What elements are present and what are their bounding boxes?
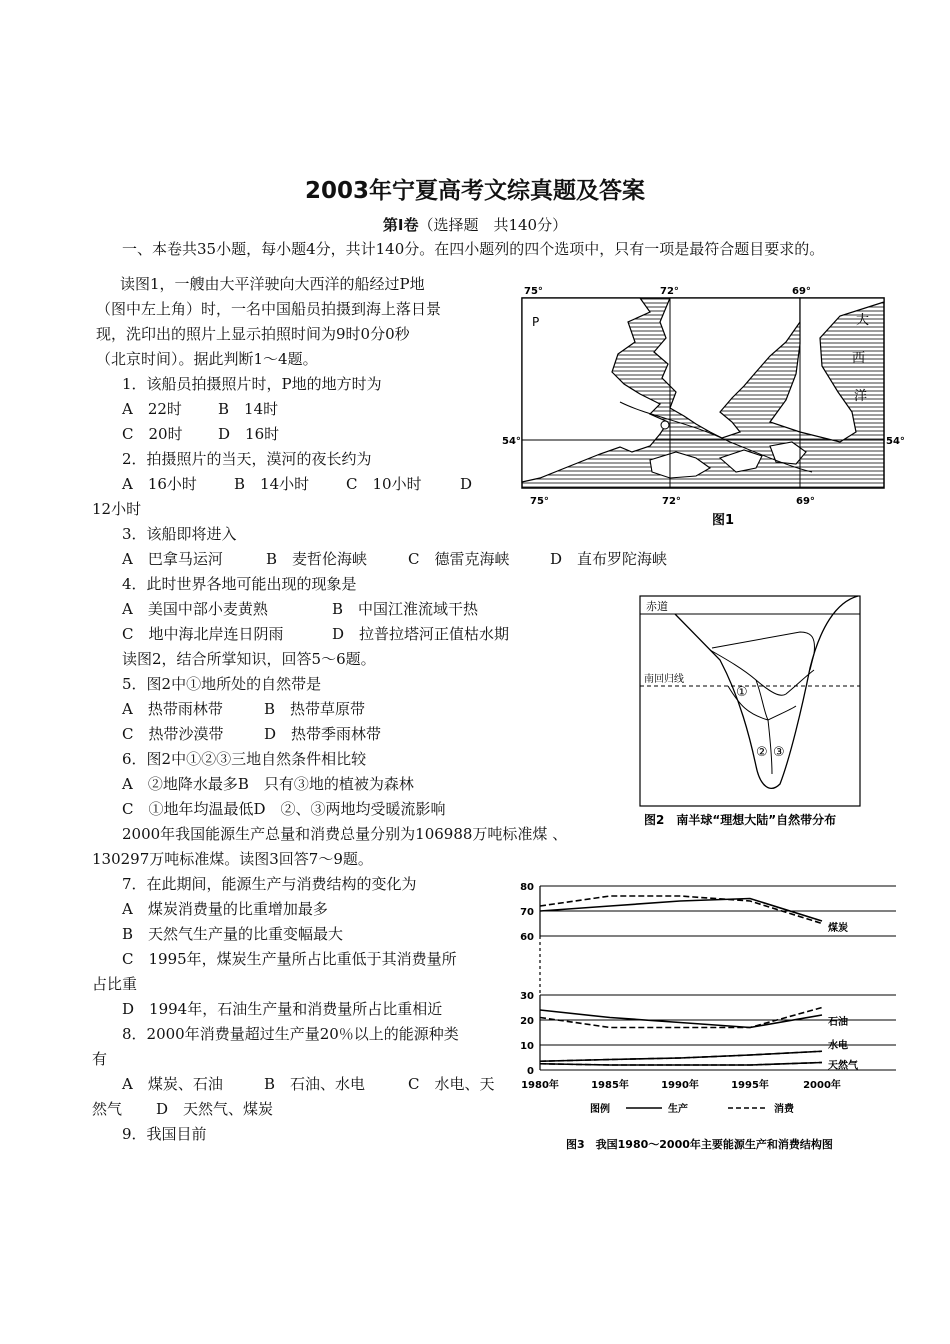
ocean-label-char: 西 <box>852 351 866 366</box>
q5-option-a: A 热带雨林带 <box>122 700 223 718</box>
q5-option-c: C 热带沙漠带 <box>122 725 224 743</box>
intro1-line: 现，洗印出的照片上显示拍照时间为9时0分0秒 <box>96 325 410 343</box>
q3-option-b: B 麦哲伦海峡 <box>266 550 368 568</box>
question-1-stem: 1．该船员拍摄照片时，P地的地方时为 <box>122 375 382 393</box>
y-tick-label: 0 <box>527 1066 534 1077</box>
question-6-stem: 6．图2中①②③三地自然条件相比较 <box>122 750 367 768</box>
q1-option-c: C 20时 <box>122 425 183 443</box>
q1-option-b: B 14时 <box>218 400 279 418</box>
series-label: 煤炭 <box>828 923 848 934</box>
series-production-line <box>540 899 822 922</box>
series-consumption-line <box>540 896 822 924</box>
intro1-line: 读图1，一艘由大平洋驶向大西洋的船经过P地 <box>120 275 425 293</box>
x-tick-label: 1980年 <box>521 1080 559 1091</box>
y-tick-label: 20 <box>520 1016 534 1027</box>
y-tick-label: 60 <box>520 932 534 943</box>
figure-2-frame <box>640 596 860 806</box>
part-heading <box>0 214 950 235</box>
q2-option-c: C 10小时 <box>346 475 422 493</box>
question-8-stem-cont: 有 <box>92 1050 108 1068</box>
q7-option-d: D 1994年，石油生产量和消费量所占比重相近 <box>122 1000 443 1018</box>
y-tick-label: 10 <box>520 1041 534 1052</box>
q2-option-b: B 14小时 <box>234 475 310 493</box>
series-production-line <box>540 1010 822 1028</box>
map-top-label: 72° <box>660 286 679 297</box>
q2-option-d-cont: 12小时 <box>92 500 142 518</box>
legend-production: 生产 <box>668 1104 688 1115</box>
figure-2-ideal-continent <box>630 588 880 830</box>
question-3-stem: 3．该船即将进入 <box>122 525 237 543</box>
q1-option-a: A 22时 <box>122 400 182 418</box>
q8-option-c: C 水电、天 <box>408 1075 495 1093</box>
y-tick-label: 80 <box>520 882 534 893</box>
zone-mark-1: ① <box>736 685 748 700</box>
zone-boundary <box>712 632 814 670</box>
part-note: （选择题 共140分） <box>418 216 568 234</box>
figure-3-caption: 图3 我国1980～2000年主要能源生产和消费结构图 <box>566 1138 833 1151</box>
zone-mark-2: ② <box>756 745 768 760</box>
intro2: 读图2，结合所掌知识，回答5～6题。 <box>122 650 376 668</box>
figure-1-map <box>500 282 910 532</box>
intro1-line: （北京时间）。据此判断1～4题。 <box>96 350 318 368</box>
y-tick-label: 70 <box>520 907 534 918</box>
instruction: 一、本卷共35小题，每小题4分，共计140分。在四小题列的四个选项中，只有一项是最符合题目要求的。 <box>122 240 825 258</box>
q8-option-d: D 天然气、煤炭 <box>156 1100 274 1118</box>
q2-option-a: A 16小时 <box>122 475 197 493</box>
map-right-label: 54° <box>886 436 905 447</box>
figure-3-chart <box>510 874 900 1156</box>
q8-option-b: B 石油、水电 <box>264 1075 366 1093</box>
question-4-stem: 4．此时世界各地可能出现的现象是 <box>122 575 357 593</box>
legend-consumption: 消费 <box>774 1104 794 1115</box>
question-2-stem: 2．拍摄照片的当天，漠河的夜长约为 <box>122 450 372 468</box>
point-p-label: P <box>532 315 540 329</box>
page-title: 2003年宁夏高考文综真题及答案 <box>304 178 645 204</box>
tropic-label: 南回归线 <box>644 674 684 685</box>
q5-option-d: D 热带季雨林带 <box>264 725 382 743</box>
question-7-stem: 7．在此期间，能源生产与消费结构的变化为 <box>122 875 417 893</box>
ocean-label-char: 大 <box>856 313 870 328</box>
q4-option-b: B 中国江淮流域干热 <box>332 600 479 618</box>
intro3-line2: 130297万吨标准煤。读图3回答7～9题。 <box>92 850 373 868</box>
part-label: 第Ⅰ卷 <box>382 216 419 234</box>
map-top-label: 69° <box>792 286 811 297</box>
zone-mark-3: ③ <box>773 745 785 760</box>
zone-boundary <box>768 720 772 774</box>
q7-option-c: C 1995年，煤炭生产量所占比重低于其消费量所 <box>122 950 457 968</box>
lake <box>661 421 669 429</box>
q4-option-c: C 地中海北岸连日阴雨 <box>122 625 284 643</box>
y-tick-label: 30 <box>520 991 534 1002</box>
figure-1-caption: 图1 <box>712 513 735 528</box>
q8-option-c-cont: 然气 <box>92 1100 123 1118</box>
series-label: 水电 <box>828 1040 848 1052</box>
q1-option-d: D 16时 <box>218 425 280 443</box>
x-tick-label: 1995年 <box>731 1080 769 1091</box>
series-label: 石油 <box>828 1017 848 1028</box>
question-9-stem: 9．我国目前 <box>122 1125 207 1143</box>
q2-option-d: D <box>460 475 473 493</box>
series-label: 天然气 <box>828 1060 858 1072</box>
q7-option-a: A 煤炭消费量的比重增加最多 <box>122 900 328 918</box>
q4-option-d: D 拉普拉塔河正值枯水期 <box>332 625 510 643</box>
map-bottom-label: 75° <box>530 496 549 507</box>
intro1-line: （图中左上角）时，一名中国船员拍摄到海上落日景 <box>96 300 442 318</box>
q3-option-c: C 德雷克海峡 <box>408 550 510 568</box>
x-tick-label: 1985年 <box>591 1080 629 1091</box>
q7-option-b: B 天然气生产量的比重变幅最大 <box>122 925 344 943</box>
x-tick-label: 1990年 <box>661 1080 699 1091</box>
map-bottom-label: 72° <box>662 496 681 507</box>
legend-title: 图例 <box>590 1104 610 1115</box>
q8-option-a: A 煤炭、石油 <box>122 1075 223 1093</box>
question-8-stem: 8．2000年消费量超过生产量20％以上的能源种类 <box>122 1025 459 1043</box>
series-consumption-line <box>540 1008 822 1028</box>
q5-option-b: B 热带草原带 <box>264 700 366 718</box>
q3-option-a: A 巴拿马运河 <box>122 550 223 568</box>
map-top-label: 75° <box>524 286 543 297</box>
question-5-stem: 5．图2中①地所处的自然带是 <box>122 675 322 693</box>
ocean-label-char: 洋 <box>854 389 868 404</box>
q6-option-ab: A ②地降水最多B 只有③地的植被为森林 <box>122 775 414 793</box>
equator-label: 赤道 <box>646 600 668 613</box>
q7-option-c-cont: 占比重 <box>92 975 138 993</box>
intro3-line1: 2000年我国能源生产总量和消费总量分别为106988万吨标准煤 、 <box>122 825 568 843</box>
figure-2-caption: 图2 南半球“理想大陆”自然带分布 <box>644 813 837 827</box>
map-bottom-label: 69° <box>796 496 815 507</box>
q6-option-cd: C ①地年均温最低D ②、③两地均受暖流影响 <box>122 800 446 818</box>
q4-option-a: A 美国中部小麦黄熟 <box>122 600 268 618</box>
x-tick-label: 2000年 <box>803 1080 841 1091</box>
q3-option-d: D 直布罗陀海峡 <box>550 550 668 568</box>
map-left-label: 54° <box>502 436 521 447</box>
